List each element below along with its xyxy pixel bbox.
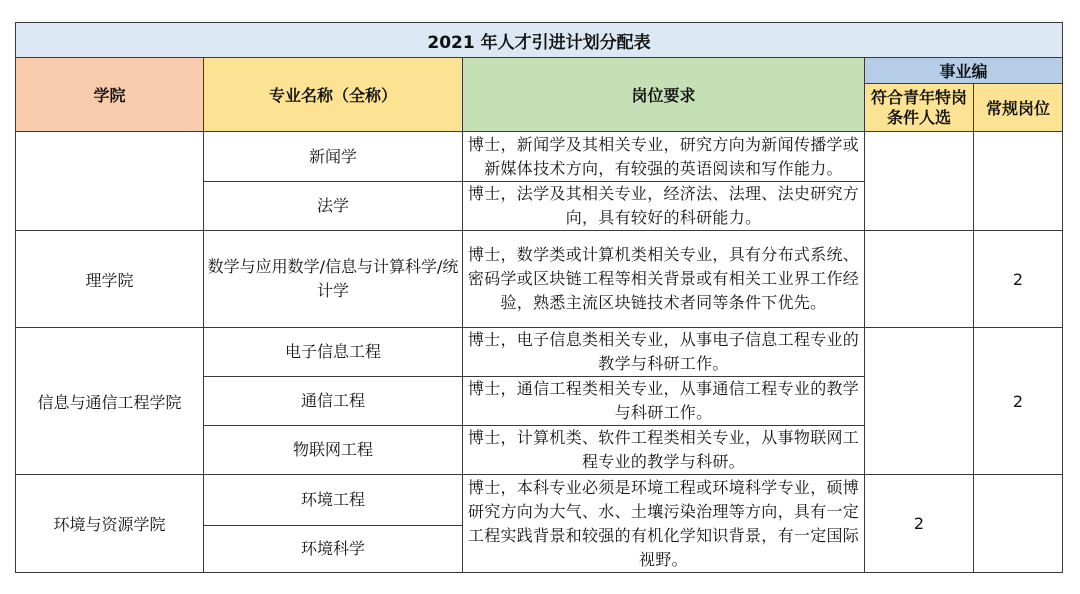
youth-count-cell: 2 (865, 475, 974, 573)
table-row (16, 231, 1063, 328)
regular-count-cell (974, 475, 1063, 573)
header-major: 专业名称（全称） (204, 58, 463, 132)
major-cell: 环境工程 (204, 475, 463, 526)
youth-count-cell (865, 328, 974, 475)
youth-count-cell (865, 231, 974, 328)
header-youth-post: 符合青年特岗条件人选 (865, 84, 974, 132)
table-row (16, 475, 1063, 526)
requirement-cell: 博士，通信工程类相关专业，从事通信工程专业的教学与科研工作。 (463, 377, 865, 426)
regular-count-cell (974, 132, 1063, 231)
major-cell: 物联网工程 (204, 426, 463, 475)
table-title: 2021 年人才引进计划分配表 (16, 23, 1063, 58)
requirement-cell: 博士，电子信息类相关专业，从事电子信息工程专业的教学与科研工作。 (463, 328, 865, 377)
table-row (16, 328, 1063, 377)
header-bianzhi: 事业编 (865, 58, 1063, 84)
college-cell: 理学院 (16, 231, 204, 328)
requirement-cell: 博士，本科专业必须是环境工程或环境科学专业，硕博研究方向为大气、水、土壤污染治理等方向，具有一定工程实践背景和较强的有机化学知识背景，有一定国际视野。 (463, 475, 865, 573)
table-row (16, 132, 1063, 182)
requirement-cell: 博士，新闻学及其相关专业，研究方向为新闻传播学或新媒体技术方向，有较强的英语阅读和写作能力。 (463, 132, 865, 182)
major-cell: 新闻学 (204, 132, 463, 182)
requirement-cell: 博士，数学类或计算机类相关专业，具有分布式系统、密码学或区块链工程等相关背景或有相关工业界工作经验，熟悉主流区块链技术者同等条件下优先。 (463, 231, 865, 328)
header-regular-post: 常规岗位 (974, 84, 1063, 132)
major-cell: 法学 (204, 182, 463, 231)
college-cell: 环境与资源学院 (16, 475, 204, 573)
talent-plan-table (15, 22, 1063, 573)
header-requirement: 岗位要求 (463, 58, 865, 132)
requirement-cell: 博士，法学及其相关专业，经济法、法理、法史研究方向，具有较好的科研能力。 (463, 182, 865, 231)
college-cell: 信息与通信工程学院 (16, 328, 204, 475)
header-college: 学院 (16, 58, 204, 132)
major-cell: 环境科学 (204, 526, 463, 573)
major-cell: 通信工程 (204, 377, 463, 426)
college-cell (16, 132, 204, 231)
youth-count-cell (865, 132, 974, 231)
regular-count-cell: 2 (974, 231, 1063, 328)
requirement-cell: 博士，计算机类、软件工程类相关专业，从事物联网工程专业的教学与科研。 (463, 426, 865, 475)
major-cell: 数学与应用数学/信息与计算科学/统计学 (204, 231, 463, 328)
regular-count-cell: 2 (974, 328, 1063, 475)
major-cell: 电子信息工程 (204, 328, 463, 377)
